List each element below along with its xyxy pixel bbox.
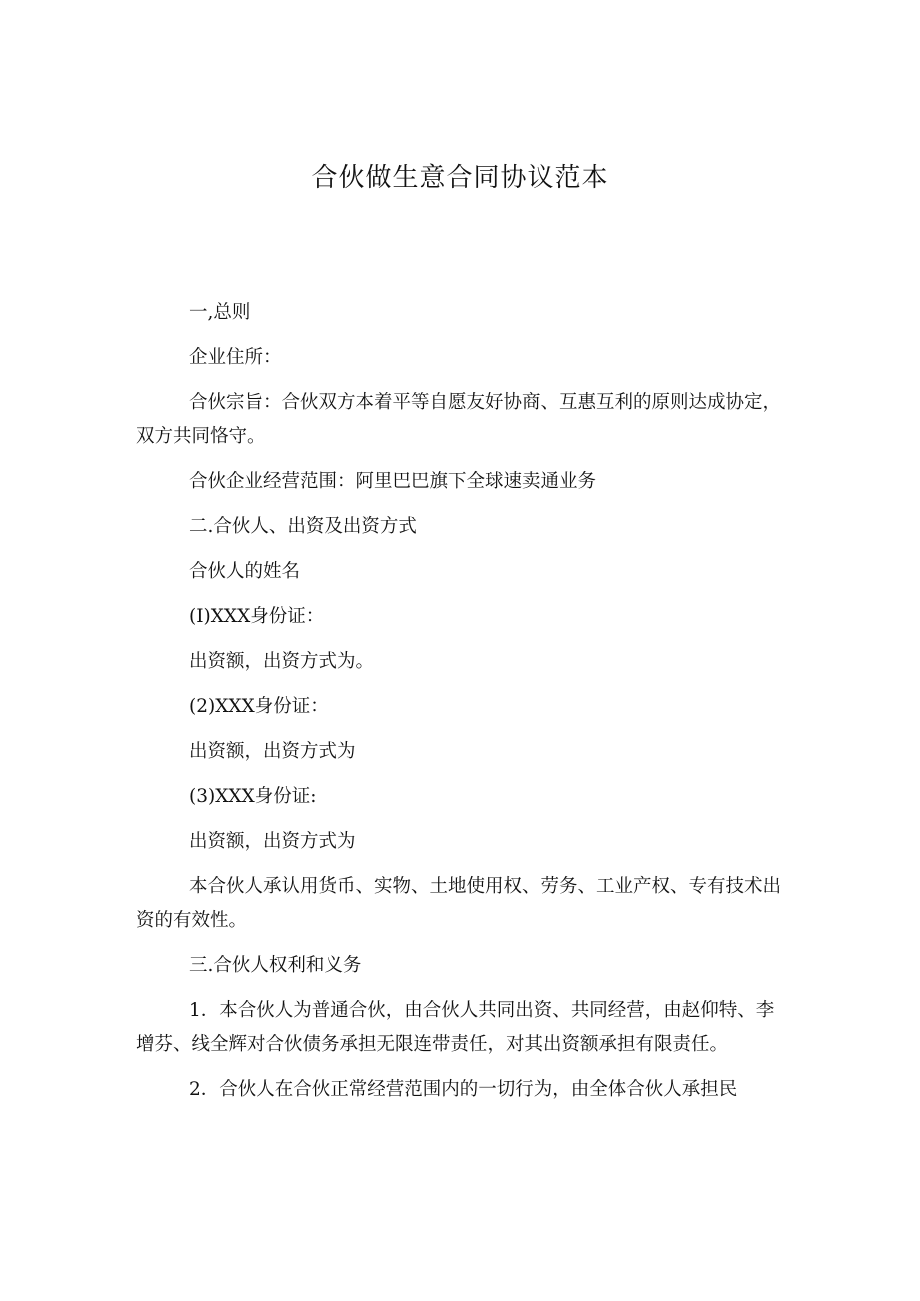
partner-1-id-line: (I)XXX身份证： <box>189 606 325 627</box>
clause-1-paragraph: 1．本合伙人为普通合伙，由合伙人共同出资、共同经营，由赵仰特、李增芬、线全辉对合伙债务承担无限连带责任，对其出资额承担有限责任。 <box>136 1000 775 1055</box>
enterprise-address-line: 企业住所： <box>189 347 282 368</box>
document-body <box>136 296 792 1118</box>
clause-2-paragraph: 2．合伙人在合伙正常经营范围内的一切行为，由全体合伙人承担民 <box>189 1079 738 1100</box>
document-title: 合伙做生意合同协议范本 <box>311 163 609 193</box>
partner-2-id-line: (2)XXX身份证： <box>189 696 329 717</box>
partner-2-contribution-line: 出资额，出资方式为 <box>189 741 356 762</box>
partner-3-id-line: (3)XXX身份证: <box>189 786 317 807</box>
partner-1-contribution-line: 出资额，出资方式为。 <box>189 651 375 672</box>
partnership-purpose-paragraph: 合伙宗旨：合伙双方本着平等自愿友好协商、互惠互利的原则达成协定，双方共同恪守。 <box>136 392 782 447</box>
partner-3-contribution-line: 出资额，出资方式为 <box>189 831 356 852</box>
business-scope-line: 合伙企业经营范围：阿里巴巴旗下全球速卖通业务 <box>189 471 597 492</box>
section-heading-partners-contribution: 二.合伙人、出资及出资方式 <box>189 516 417 537</box>
contribution-validity-paragraph: 本合伙人承认用货币、实物、土地使用权、劳务、工业产权、专有技术出资的有效性。 <box>136 876 782 931</box>
partner-names-label: 合伙人的姓名 <box>189 561 301 582</box>
section-heading-rights-obligations: 三.合伙人权利和义务 <box>189 955 362 976</box>
section-heading-general: 一,总则 <box>189 302 251 323</box>
